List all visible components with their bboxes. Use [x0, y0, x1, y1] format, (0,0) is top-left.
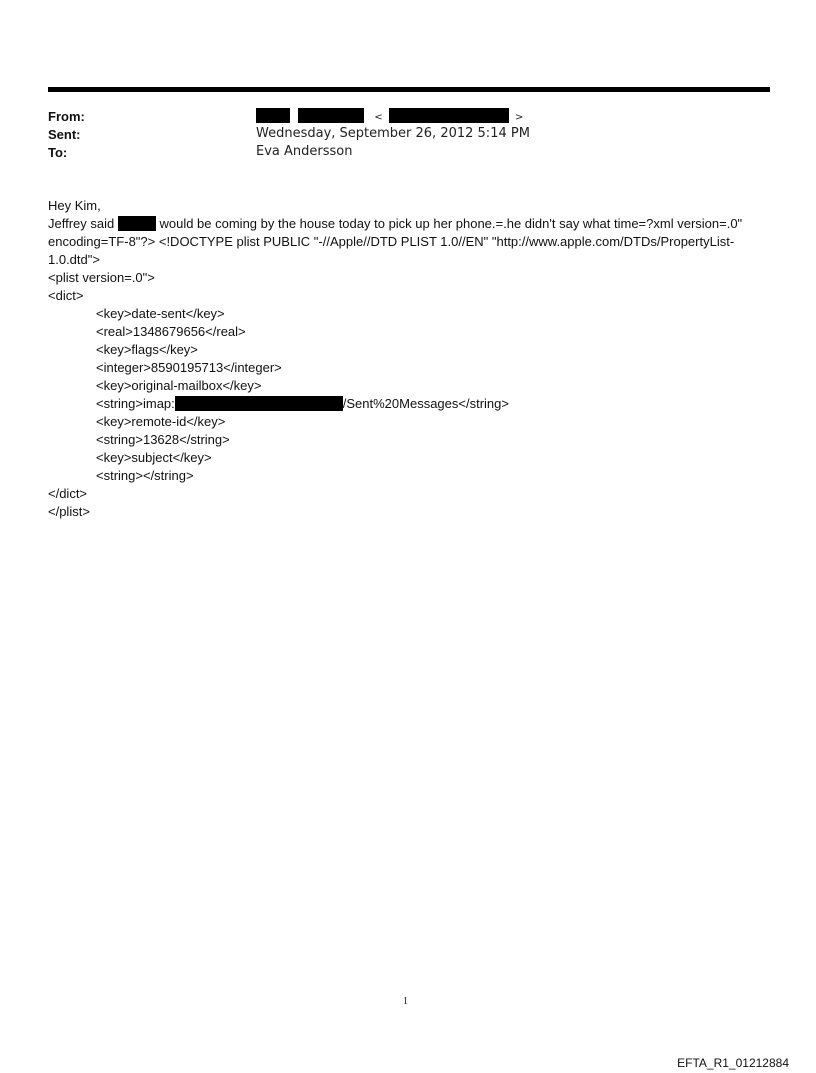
to-label: To: — [48, 145, 68, 160]
body-text-segment: /Sent%20Messages</string> — [342, 396, 509, 411]
to-value: Eva Andersson — [256, 144, 353, 159]
body-line: 1.0.dtd"> — [48, 252, 100, 267]
body-text-segment: <string>imap: — [96, 396, 175, 411]
dict-line: <key>date-sent</key> — [96, 306, 225, 321]
redaction-bar — [256, 108, 290, 123]
body-line: </plist> — [48, 504, 90, 519]
page-number: 1 — [403, 996, 408, 1007]
email-close-bracket: > — [514, 112, 524, 123]
dict-line-mailbox — [48, 395, 778, 413]
dict-line: <real>1348679656</real> — [96, 324, 246, 339]
body-line: <plist version=.0"> — [48, 270, 155, 285]
body-text-segment: Jeffrey said — [48, 216, 118, 231]
body-line: <dict> — [48, 288, 84, 303]
message-body — [48, 197, 778, 521]
redaction-bar — [118, 216, 156, 231]
body-line: </dict> — [48, 486, 88, 501]
redaction-bar — [298, 108, 364, 123]
email-open-bracket: < — [374, 112, 383, 123]
dict-line: <key>flags</key> — [96, 342, 198, 357]
redaction-bar — [389, 108, 509, 123]
redaction-bar — [175, 396, 343, 411]
header-rule — [48, 87, 770, 92]
dict-line: <string>13628</string> — [96, 432, 230, 447]
dict-line: <string></string> — [96, 468, 194, 483]
body-line — [48, 215, 778, 233]
from-label: From: — [48, 109, 85, 124]
body-line: encoding=TF-8"?> <!DOCTYPE plist PUBLIC "-//Apple//DTD PLIST 1.0//EN" "http://www.apple.com/DTDs/PropertyList- — [48, 234, 735, 249]
sent-value: Wednesday, September 26, 2012 5:14 PM — [256, 126, 530, 141]
greeting: Hey Kim, — [48, 198, 101, 213]
document-id: EFTA_R1_01212884 — [677, 1056, 789, 1070]
dict-line: <integer>8590195713</integer> — [96, 360, 282, 375]
sent-label: Sent: — [48, 127, 81, 142]
dict-line: <key>remote-id</key> — [96, 414, 226, 429]
body-text-segment: would be coming by the house today to pick up her phone.=.he didn't say what time=?xml version=.0" — [155, 216, 743, 231]
from-value — [256, 108, 523, 124]
dict-line: <key>subject</key> — [96, 450, 212, 465]
dict-line: <key>original-mailbox</key> — [96, 378, 262, 393]
